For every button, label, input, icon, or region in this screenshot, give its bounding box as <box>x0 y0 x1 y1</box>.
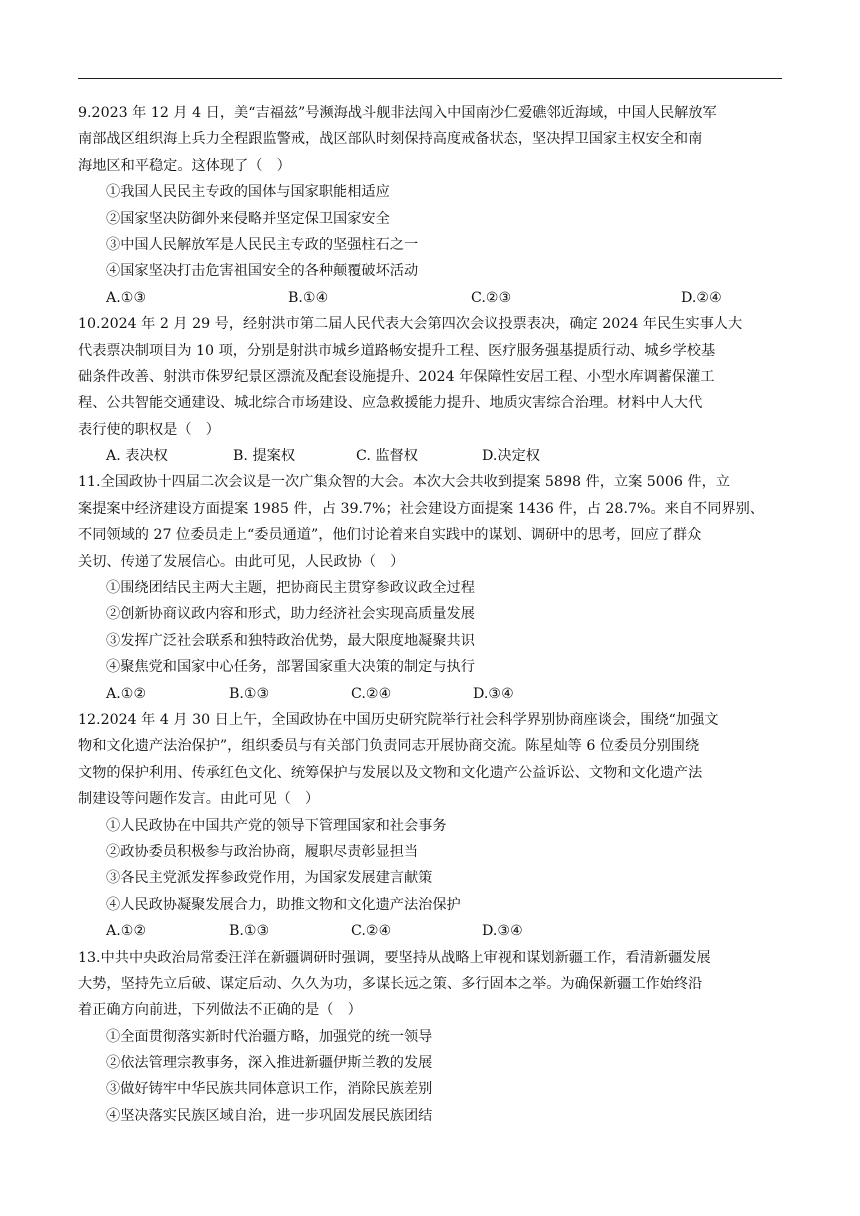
choice-b: B.①③ <box>229 685 270 702</box>
answer-choices <box>78 443 782 469</box>
option-statement: ①围绕团结民主两大主题，把协商民主贯穿参政议政全过程 <box>106 580 475 597</box>
header-rule <box>78 78 782 79</box>
answer-choices <box>78 285 782 311</box>
stem-line: 13.中共中央政治局常委汪洋在新疆调研时强调，要坚持从战略上审视和谋划新疆工作，看清新疆发展 <box>78 949 711 966</box>
stem-line: 10.2024 年 2 月 29 号，经射洪市第二届人民代表大会第四次会议投票表决，确定 2024 年民生实事人大 <box>78 316 743 333</box>
option-statement: ③发挥广泛社会联系和独特政治优势，最大限度地凝聚共识 <box>106 632 475 649</box>
option-statement: ③各民主党派发挥参政党作用，为国家发展建言献策 <box>106 870 433 887</box>
choice-c: C.②④ <box>351 923 392 940</box>
choice-d: D.③④ <box>473 685 514 702</box>
choice-d: D.决定权 <box>482 448 540 465</box>
choice-a: A.①③ <box>106 289 147 306</box>
choice-a: A. 表决权 <box>106 448 168 465</box>
option-statement: ②政协委员积极参与政治协商，履职尽责彰显担当 <box>106 843 419 860</box>
option-statement: ③做好铸牢中华民族共同体意识工作，消除民族差别 <box>106 1081 433 1098</box>
stem-line: 表行使的职权是（ ） <box>78 421 220 438</box>
option-statement: ②创新协商议政内容和形式，助力经济社会实现高质量发展 <box>106 606 475 623</box>
stem-line: 大势，坚持先立后破、谋定后动、久久为功，多谋长远之策、多行固本之举。为确保新疆工作始终沿 <box>78 975 703 992</box>
choice-b: B. 提案权 <box>233 448 296 465</box>
question-page <box>78 100 782 1129</box>
option-statement: ④聚焦党和国家中心任务，部署国家重大决策的制定与执行 <box>106 659 475 676</box>
stem-line: 物和文化遗产法治保护”，组织委员与有关部门负责同志开展协商交流。陈星灿等 6 位委员分别围绕 <box>78 738 700 755</box>
question-12 <box>78 707 782 945</box>
option-statement: ②依法管理宗教事务，深入推进新疆伊斯兰教的发展 <box>106 1055 433 1072</box>
stem-line: 着正确方向前进，下列做法不正确的是（ ） <box>78 1002 362 1019</box>
option-statement: ④坚决落实民族区域自治，进一步巩固发展民族团结 <box>106 1107 433 1124</box>
stem-line: 关切、传递了发展信心。由此可见，人民政协（ ） <box>78 553 405 570</box>
question-11 <box>78 469 782 707</box>
stem-line: 不同领域的 27 位委员走上“委员通道”，他们讨论着来自实践中的谋划、调研中的思考，回应了群众 <box>78 527 702 544</box>
choice-c: C. 监督权 <box>356 448 418 465</box>
option-statement: ②国家坚决防御外来侵略并坚定保卫国家安全 <box>106 210 390 227</box>
stem-line: 12.2024 年 4 月 30 日上午，全国政协在中国历史研究院举行社会科学界别协商座谈会，围绕“加强文 <box>78 711 719 728</box>
choice-d: D.③④ <box>482 923 523 940</box>
stem-line: 程、公共智能交通建设、城北综合市场建设、应急救援能力提升、地质灾害综合治理。材料中人大代 <box>78 395 703 412</box>
question-13 <box>78 945 782 1130</box>
option-statement: ①全面贯彻落实新时代治疆方略，加强党的统一领导 <box>106 1028 433 1045</box>
question-9 <box>78 100 782 311</box>
stem-line: 础条件改善、射洪市侏罗纪景区漂流及配套设施提升、2024 年保障性安居工程、小型水库调蓄保灌工 <box>78 368 715 385</box>
choice-d: D.②④ <box>681 289 722 306</box>
option-statement: ①我国人民民主专政的国体与国家职能相适应 <box>106 184 390 201</box>
option-statement: ①人民政协在中国共产党的领导下管理国家和社会事务 <box>106 817 447 834</box>
stem-line: 案提案中经济建设方面提案 1985 件，占 39.7%；社会建设方面提案 1436 件，占 28.7%。来自不同界别、 <box>78 500 764 517</box>
stem-line: 11.全国政协十四届二次会议是一次广集众智的大会。本次大会共收到提案 5898 件，立案 5006 件，立 <box>78 474 730 491</box>
choice-c: C.②③ <box>471 289 512 306</box>
stem-line: 文物的保护利用、传承红色文化、统筹保护与发展以及文物和文化遗产公益诉讼、文物和文化遗产法 <box>78 764 703 781</box>
option-statement: ③中国人民解放军是人民民主专政的坚强柱石之一 <box>106 236 419 253</box>
choice-b: B.①④ <box>288 289 329 306</box>
stem-line: 制建设等问题作发言。由此可见（ ） <box>78 791 320 808</box>
choice-c: C.②④ <box>351 685 392 702</box>
stem-line: 南部战区组织海上兵力全程跟监警戒，战区部队时刻保持高度戒备状态，坚决捍卫国家主权安全和南 <box>78 131 703 148</box>
question-10 <box>78 311 782 469</box>
option-statement: ④人民政协凝聚发展合力，助推文物和文化遗产法治保护 <box>106 896 461 913</box>
stem-line: 海地区和平稳定。这体现了（ ） <box>78 157 291 174</box>
choice-a: A.①② <box>106 923 147 940</box>
stem-line: 9.2023 年 12 月 4 日，美“吉福兹”号濒海战斗舰非法闯入中国南沙仁爱礁邻近海域，中国人民解放军 <box>78 105 717 121</box>
stem-line: 代表票决制项目为 10 项，分别是射洪市城乡道路畅安提升工程、医疗服务强基提质行动、城乡学校基 <box>78 342 716 359</box>
answer-choices <box>78 918 782 944</box>
option-statement: ④国家坚决打击危害祖国安全的各种颠覆破坏活动 <box>106 263 419 280</box>
answer-choices <box>78 681 782 707</box>
choice-b: B.①③ <box>229 923 270 940</box>
choice-a: A.①② <box>106 685 147 702</box>
